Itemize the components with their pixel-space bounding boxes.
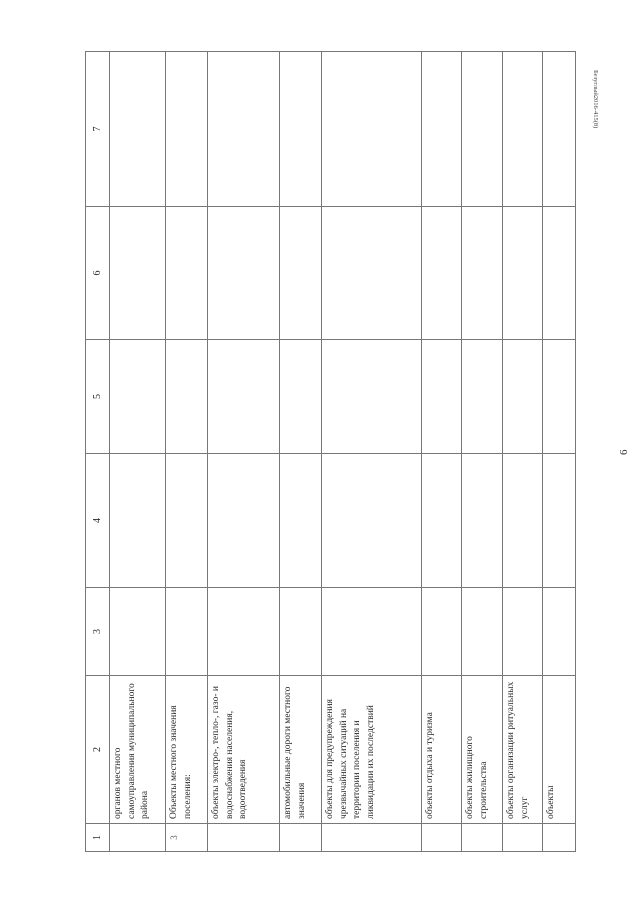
empty-cell (166, 340, 208, 454)
empty-cell (543, 207, 576, 340)
empty-cell (166, 454, 208, 588)
row-number-cell (280, 824, 322, 852)
empty-cell (503, 588, 543, 676)
object-name-cell: объекты для предупреждения чрезвычайных ситуаций на территории поселения и ликвидации их последствий (322, 676, 422, 824)
empty-cell (280, 340, 322, 454)
objects-table (85, 51, 576, 852)
table-row (422, 52, 462, 852)
empty-cell (110, 52, 166, 207)
empty-cell (208, 52, 280, 207)
empty-cell (503, 454, 543, 588)
header-cell-2: 2 (86, 676, 110, 824)
empty-cell (422, 340, 462, 454)
document-code: Безуглый2016-415(8) (592, 70, 599, 129)
object-name-cell: объекты отдыха и туризма (422, 676, 462, 824)
row-number-cell (110, 824, 166, 852)
table-row (280, 52, 322, 852)
empty-cell (462, 588, 503, 676)
empty-cell (422, 454, 462, 588)
empty-cell (422, 588, 462, 676)
row-number-cell: 3 (166, 824, 208, 852)
empty-cell (462, 207, 503, 340)
empty-cell (166, 207, 208, 340)
empty-cell (543, 454, 576, 588)
empty-cell (166, 52, 208, 207)
empty-cell (110, 340, 166, 454)
header-cell-7: 7 (86, 52, 110, 207)
table-header-row (86, 52, 110, 852)
object-name-cell: Объекты местного значения поселения: (166, 676, 208, 824)
empty-cell (322, 340, 422, 454)
empty-cell (280, 454, 322, 588)
empty-cell (322, 588, 422, 676)
empty-cell (462, 340, 503, 454)
empty-cell (543, 52, 576, 207)
empty-cell (543, 588, 576, 676)
table-row (543, 52, 576, 852)
empty-cell (208, 588, 280, 676)
table-row (110, 52, 166, 852)
object-name-cell: объекты жилищного строительства (462, 676, 503, 824)
empty-cell (503, 207, 543, 340)
header-cell-3: 3 (86, 588, 110, 676)
empty-cell (422, 52, 462, 207)
table-row (208, 52, 280, 852)
empty-cell (110, 588, 166, 676)
empty-cell (422, 207, 462, 340)
empty-cell (110, 207, 166, 340)
header-cell-6: 6 (86, 207, 110, 340)
object-name-cell: объекты организации ритуальных услуг (503, 676, 543, 824)
empty-cell (208, 454, 280, 588)
empty-cell (322, 454, 422, 588)
row-number-cell (462, 824, 503, 852)
object-name-cell: автомобильные дороги местного значения (280, 676, 322, 824)
empty-cell (208, 340, 280, 454)
empty-cell (280, 207, 322, 340)
row-number-cell (503, 824, 543, 852)
table-row (322, 52, 422, 852)
rotated-table-container (85, 52, 575, 852)
empty-cell (503, 340, 543, 454)
empty-cell (322, 52, 422, 207)
empty-cell (462, 454, 503, 588)
table-row (462, 52, 503, 852)
empty-cell (208, 207, 280, 340)
empty-cell (503, 52, 543, 207)
object-name-cell: объекты электро-, тепло-, газо- и водоснабжения населения, водоотведения (208, 676, 280, 824)
empty-cell (280, 588, 322, 676)
empty-cell (543, 340, 576, 454)
header-cell-5: 5 (86, 340, 110, 454)
object-name-cell: органов местного самоуправления муниципального района (110, 676, 166, 824)
empty-cell (280, 52, 322, 207)
table-row (166, 52, 208, 852)
row-number-cell (208, 824, 280, 852)
object-name-cell: объекты (543, 676, 576, 824)
empty-cell (322, 207, 422, 340)
header-cell-1: 1 (86, 824, 110, 852)
row-number-cell (322, 824, 422, 852)
row-number-cell (422, 824, 462, 852)
table-row (503, 52, 543, 852)
empty-cell (462, 52, 503, 207)
empty-cell (110, 454, 166, 588)
page-number: 6 (618, 449, 630, 455)
empty-cell (166, 588, 208, 676)
row-number-cell (543, 824, 576, 852)
header-cell-4: 4 (86, 454, 110, 588)
